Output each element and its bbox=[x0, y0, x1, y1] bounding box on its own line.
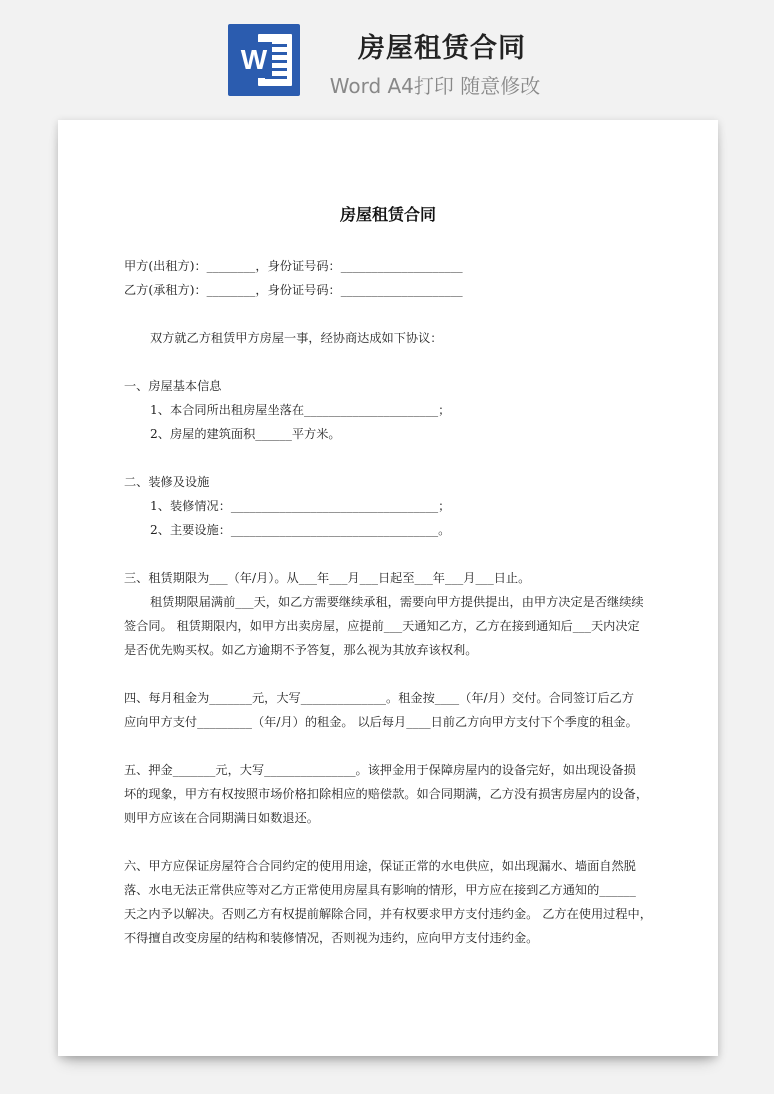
word-letter-icon: W bbox=[236, 42, 272, 78]
section1-item1: 1、本合同所出租房屋坐落在______________________； bbox=[150, 403, 451, 417]
section4-line1: 四、每月租金为_______元，大写______________。租金按____（年/月）交付。合同签订后乙方 bbox=[124, 691, 634, 705]
section3-line3: 签合同。 租赁期限内，如甲方出卖房屋，应提前___天通知乙方，乙方在接到通知后___天内决定 bbox=[124, 619, 640, 633]
banner bbox=[0, 0, 774, 110]
section3-line4: 是否优先购买权。如乙方逾期不予答复，那么视为其放弃该权利。 bbox=[124, 643, 478, 657]
intro-paragraph: 双方就乙方租赁甲方房屋一事，经协商达成如下协议： bbox=[150, 331, 443, 345]
section2-item1: 1、装修情况：__________________________________； bbox=[150, 499, 451, 513]
section6-line2: 落、水电无法正常供应等对乙方正常使用房屋具有影响的情形，甲方应在接到乙方通知的______ bbox=[124, 883, 636, 897]
section4-line2: 应向甲方支付_________（年/月）的租金。 以后每月____日前乙方向甲方支付下个季度的租金。 bbox=[124, 715, 638, 729]
section6-line4: 不得擅自改变房屋的结构和装修情况，否则视为违约，应向甲方支付违约金。 bbox=[124, 931, 539, 945]
party-b-line: 乙方(承租方)：________，身份证号码：____________________ bbox=[124, 283, 463, 297]
section5-line1: 五、押金_______元，大写_______________。该押金用于保障房屋内的设备完好，如出现设备损 bbox=[124, 763, 636, 777]
section3-line1: 三、租赁期限为___（年/月）。从___年___月___日起至___年___月___日止。 bbox=[124, 571, 531, 585]
banner-title: 房屋租赁合同 bbox=[358, 33, 526, 64]
section5-line2: 坏的现象，甲方有权按照市场价格扣除相应的赔偿款。如合同期满，乙方没有损害房屋内的设备， bbox=[124, 787, 649, 801]
section2-heading: 二、装修及设施 bbox=[124, 475, 210, 489]
section2-item2: 2、主要设施：__________________________________。 bbox=[150, 523, 451, 537]
section5-line3: 则甲方应该在合同期满日如数退还。 bbox=[124, 811, 319, 825]
section6-line1: 六、甲方应保证房屋符合合同约定的使用用途，保证正常的水电供应，如出现漏水、墙面自然脱 bbox=[124, 859, 636, 873]
section1-heading: 一、房屋基本信息 bbox=[124, 379, 222, 393]
section3-line2: 租赁期限届满前___天，如乙方需要继续承租，需要向甲方提供提出，由甲方决定是否继续续 bbox=[150, 595, 644, 609]
banner-subtitle: Word A4打印 随意修改 bbox=[329, 74, 541, 98]
section6-line3: 天之内予以解决。否则乙方有权提前解除合同，并有权要求甲方支付违约金。 乙方在使用过程中， bbox=[124, 907, 652, 921]
party-a-line: 甲方(出租方)：________，身份证号码：____________________ bbox=[124, 259, 463, 273]
document-page bbox=[58, 120, 718, 1056]
document-title: 房屋租赁合同 bbox=[339, 205, 436, 224]
word-app-icon bbox=[228, 24, 300, 96]
section1-item2: 2、房屋的建筑面积______平方米。 bbox=[150, 427, 341, 441]
